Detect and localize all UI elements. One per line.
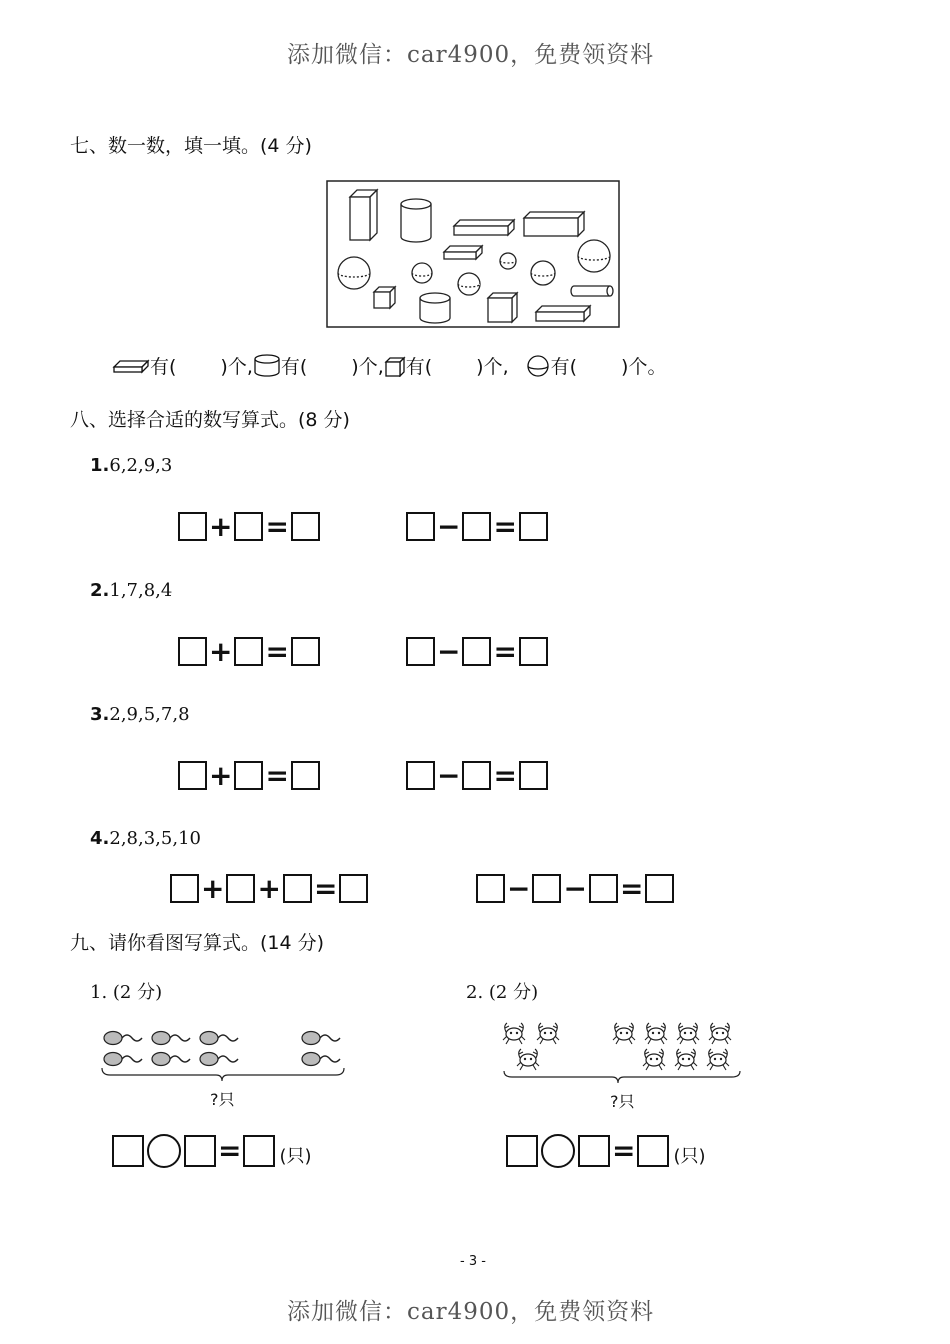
shapes-picture — [326, 180, 620, 328]
tall-cuboid-shape — [350, 190, 377, 240]
answer-box[interactable] — [291, 512, 320, 541]
sphere-shape — [500, 253, 516, 269]
item-1-subtraction: − = — [406, 512, 548, 541]
answer-box[interactable] — [519, 512, 548, 541]
count-close: )个, — [220, 356, 253, 378]
answer-box[interactable] — [234, 637, 263, 666]
answer-box[interactable] — [234, 512, 263, 541]
answer-box[interactable] — [178, 761, 207, 790]
shape-count-row — [112, 352, 666, 379]
item-1-addition: + = — [178, 512, 320, 541]
unit-label: (只) — [673, 1146, 706, 1167]
answer-box[interactable] — [406, 637, 435, 666]
answer-box[interactable] — [283, 874, 312, 903]
operator-circle[interactable] — [147, 1134, 181, 1168]
answer-box[interactable] — [637, 1135, 669, 1167]
question-2-label: 2. (2 分) — [466, 982, 539, 1003]
answer-box[interactable] — [578, 1135, 610, 1167]
section-9-title: 九、请你看图写算式。(14 分) — [70, 932, 325, 954]
answer-box[interactable] — [243, 1135, 275, 1167]
flat-cuboid-shape — [454, 220, 514, 235]
question-1-equation: = (只) — [112, 1134, 312, 1168]
page-number: - 3 - — [460, 1254, 486, 1269]
answer-box[interactable] — [589, 874, 618, 903]
tadpoles-picture — [98, 1026, 350, 1084]
item-4-numbers: 4.2,8,3,5,10 — [90, 828, 201, 849]
unit-label: (只) — [279, 1146, 312, 1167]
top-watermark: 添加微信：car4900，免费领资料 — [287, 42, 655, 68]
answer-box[interactable] — [645, 874, 674, 903]
answer-box[interactable] — [532, 874, 561, 903]
count-close: )个, — [476, 356, 509, 378]
cylinder-shape — [571, 286, 613, 296]
section-7-title: 七、数一数，填一填。(4 分) — [70, 135, 312, 157]
answer-box[interactable] — [406, 761, 435, 790]
cube-icon — [384, 355, 406, 377]
flat-cuboid-shape — [444, 246, 482, 259]
sphere-icon — [525, 354, 551, 378]
sphere-shape — [578, 240, 610, 272]
answer-box[interactable] — [406, 512, 435, 541]
sphere-shape — [412, 263, 432, 283]
answer-box[interactable] — [476, 874, 505, 903]
answer-box[interactable] — [462, 761, 491, 790]
item-2-addition: + = — [178, 637, 320, 666]
cylinder-shape — [420, 293, 450, 323]
answer-box[interactable] — [234, 761, 263, 790]
item-1-numbers: 1.6,2,9,3 — [90, 455, 173, 476]
question-1-label: 1. (2 分) — [90, 982, 163, 1003]
cylinder-shape — [401, 199, 431, 242]
answer-box[interactable] — [291, 761, 320, 790]
item-2-numbers: 2.1,7,8,4 — [90, 580, 173, 601]
answer-box[interactable] — [226, 874, 255, 903]
sphere-shape — [338, 257, 370, 289]
count-close: )个。 — [621, 356, 667, 378]
question-2-equation: = (只) — [506, 1134, 706, 1168]
item-3-addition: + = — [178, 761, 320, 790]
item-2-subtraction: − = — [406, 637, 548, 666]
answer-box[interactable] — [462, 637, 491, 666]
answer-box[interactable] — [178, 637, 207, 666]
item-4-addition: + + = — [170, 874, 368, 903]
flat-cuboid-shape — [524, 212, 584, 236]
count-close: )个, — [351, 356, 384, 378]
tadpoles-question: ?只 — [210, 1090, 235, 1109]
section-8-title: 八、选择合适的数写算式。(8 分) — [70, 409, 350, 431]
answer-box[interactable] — [519, 761, 548, 790]
cube-shape — [488, 293, 517, 322]
answer-box[interactable] — [506, 1135, 538, 1167]
answer-box[interactable] — [178, 512, 207, 541]
has-label: 有( — [550, 356, 578, 378]
answer-box[interactable] — [170, 874, 199, 903]
answer-box[interactable] — [184, 1135, 216, 1167]
crabs-picture — [498, 1020, 746, 1086]
has-label: 有( — [280, 356, 308, 378]
answer-box[interactable] — [519, 637, 548, 666]
answer-box[interactable] — [291, 637, 320, 666]
has-label: 有( — [150, 356, 177, 378]
cylinder-icon — [253, 353, 281, 379]
answer-box[interactable] — [339, 874, 368, 903]
cuboid-icon — [112, 357, 150, 375]
has-label: 有( — [405, 356, 433, 378]
sphere-shape — [458, 273, 480, 295]
item-4-subtraction: − − = — [476, 874, 674, 903]
bottom-watermark: 添加微信：car4900，免费领资料 — [287, 1299, 655, 1325]
crabs-question: ?只 — [610, 1092, 635, 1111]
operator-circle[interactable] — [541, 1134, 575, 1168]
flat-cuboid-shape — [536, 306, 590, 321]
answer-box[interactable] — [462, 512, 491, 541]
answer-box[interactable] — [112, 1135, 144, 1167]
item-3-numbers: 3.2,9,5,7,8 — [90, 704, 190, 725]
item-3-subtraction: − = — [406, 761, 548, 790]
cube-shape — [374, 287, 395, 308]
sphere-shape — [531, 261, 555, 285]
